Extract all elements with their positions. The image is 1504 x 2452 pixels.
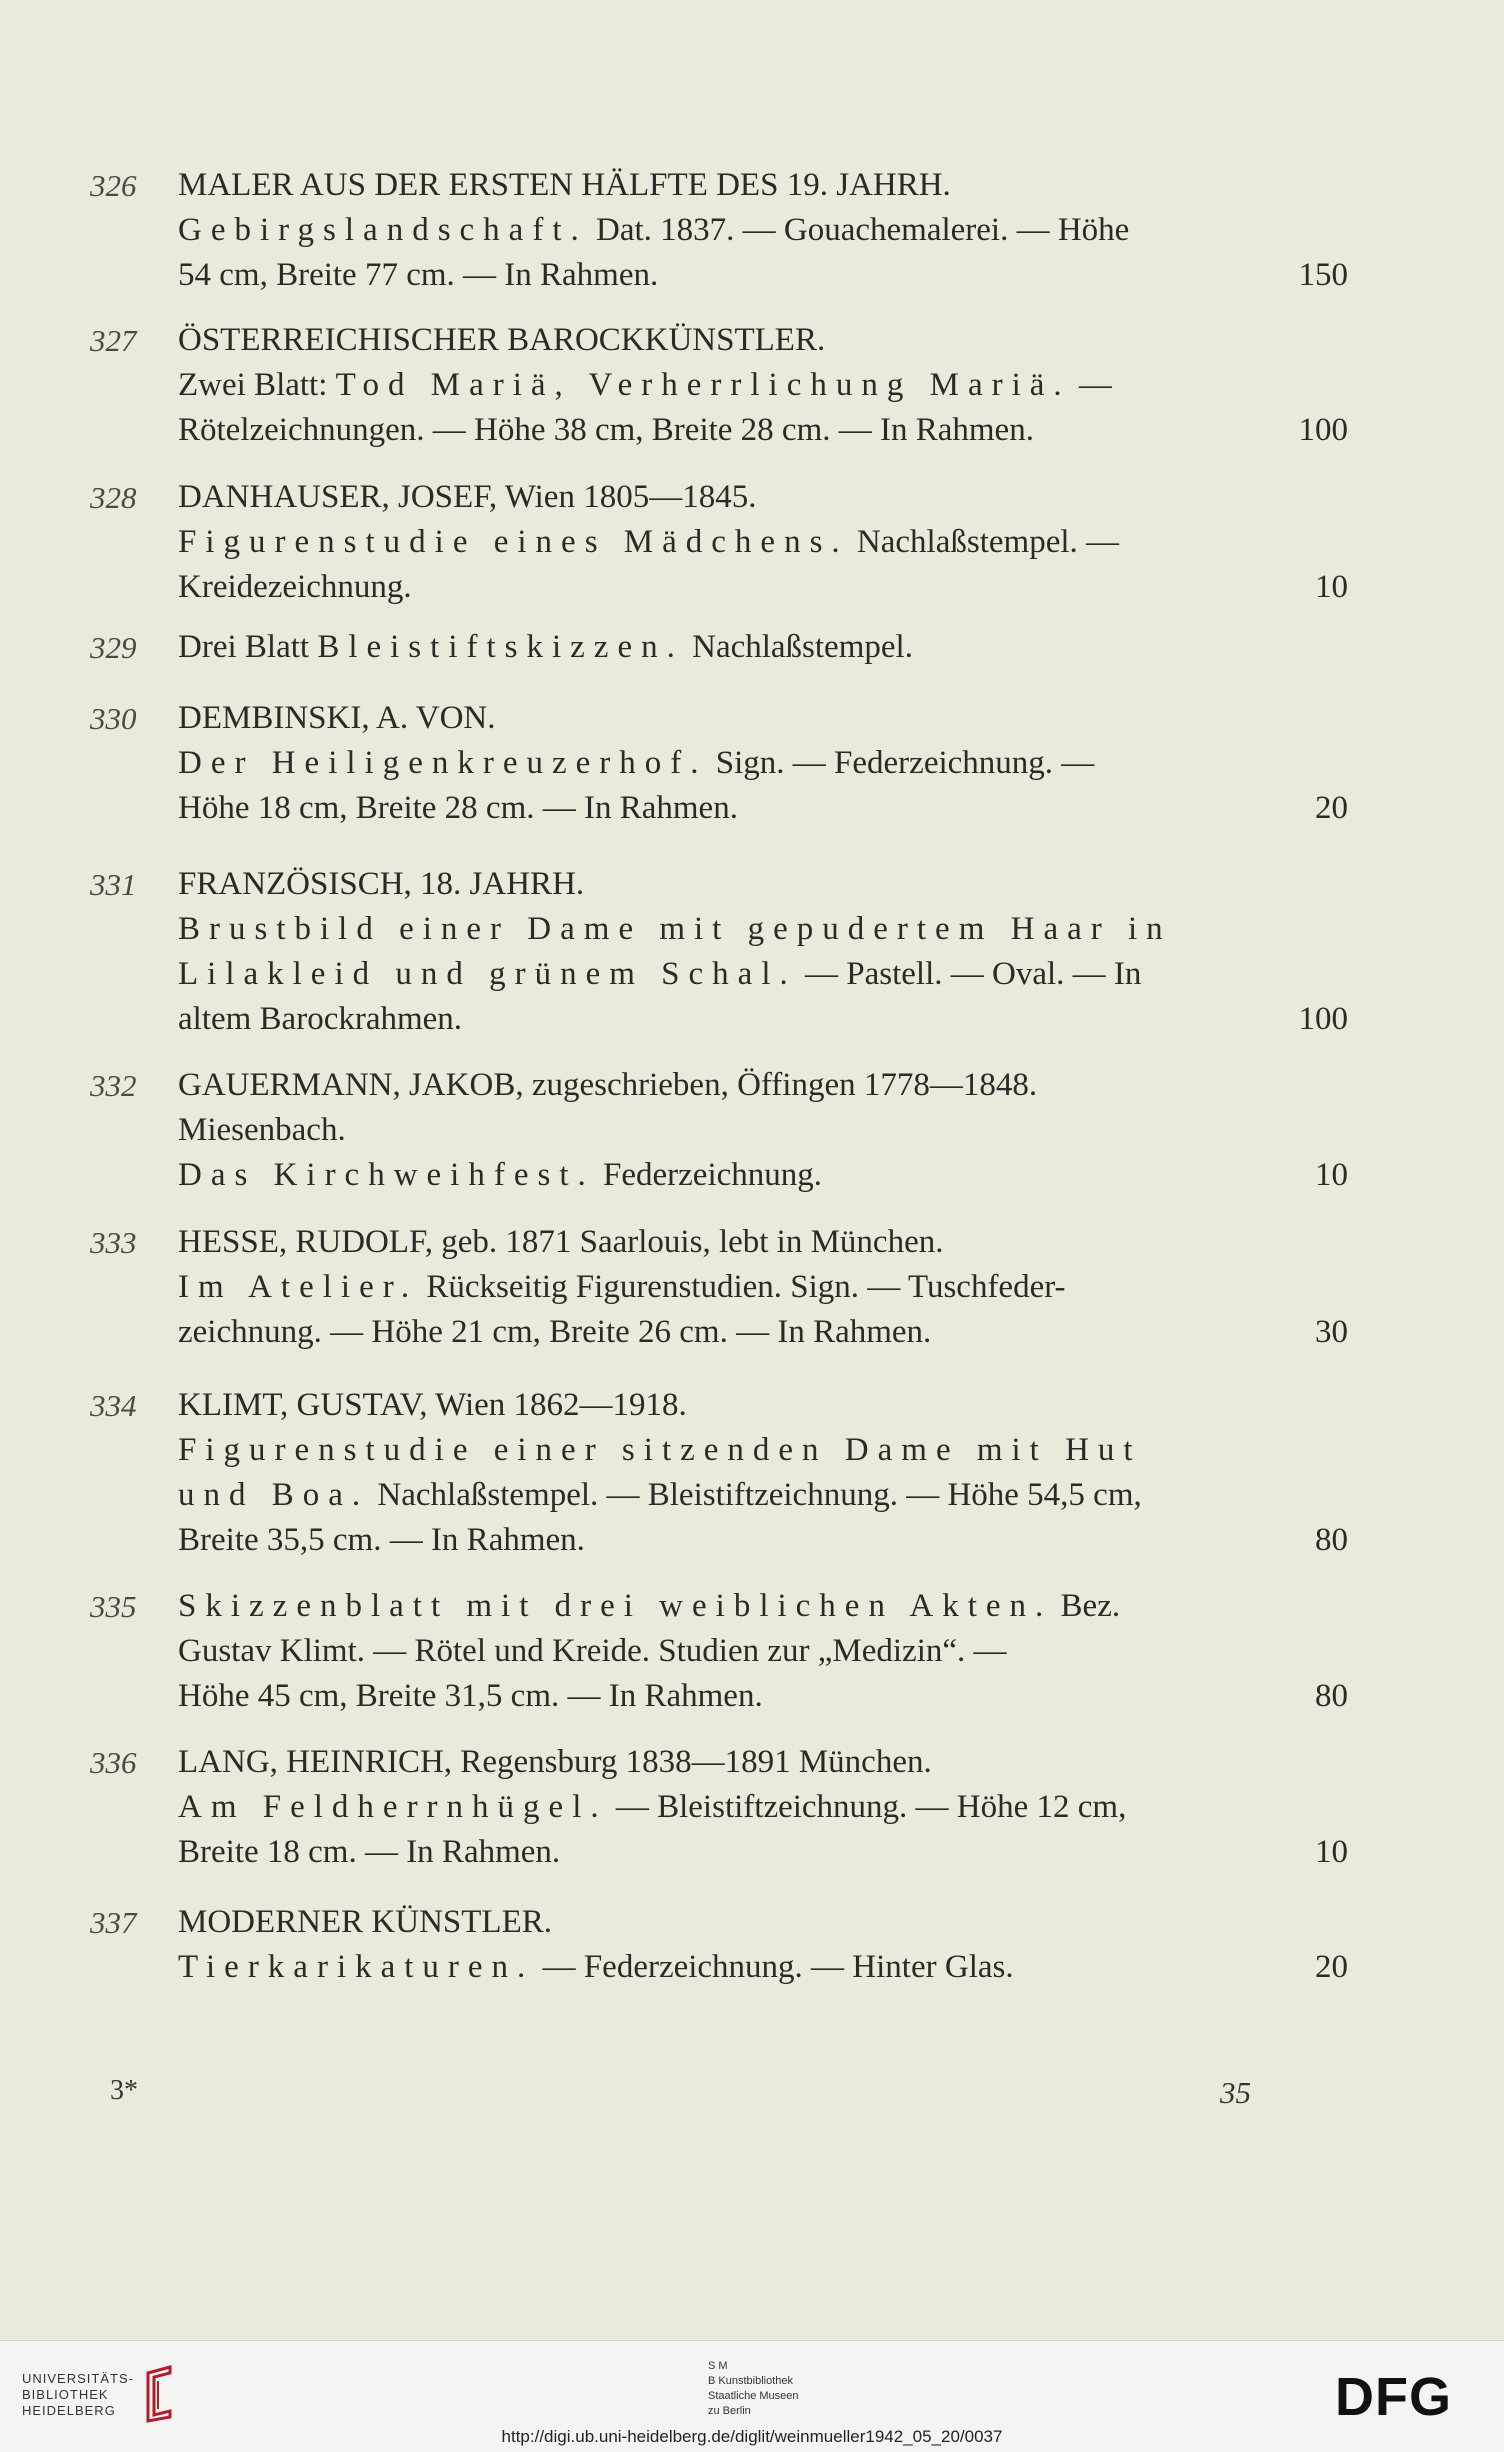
- lot-number: 327: [90, 323, 137, 358]
- plain-text: Höhe 18 cm, Breite 28 cm. — In Rahmen.: [178, 790, 738, 826]
- line-text: [178, 952, 1141, 997]
- plain-text: Nachlaßstempel. —: [848, 524, 1120, 560]
- plain-text: GAUERMANN, JAKOB, zugeschrieben, Öffingen 1778—1848.: [178, 1067, 1038, 1103]
- lot-number: 337: [90, 1905, 137, 1940]
- entry-body: [178, 1900, 1348, 1990]
- plain-text: DEMBINSKI, A. VON.: [178, 700, 496, 736]
- entry-line: [178, 625, 1348, 670]
- entry-line: [178, 253, 1348, 298]
- plain-text: ÖSTERREICHISCHER BAROCKKÜNSTLER.: [178, 322, 826, 358]
- line-text: [178, 408, 1034, 453]
- entry-line: [178, 408, 1348, 453]
- entry-body: [178, 696, 1348, 831]
- line-text: [178, 1674, 763, 1719]
- lot-number: 336: [90, 1745, 137, 1780]
- entry-line: [178, 1518, 1348, 1563]
- plain-text: LANG, HEINRICH, Regensburg 1838—1891 München.: [178, 1744, 932, 1780]
- line-text: [178, 997, 462, 1042]
- entry-line: [178, 997, 1348, 1042]
- line-text: [178, 565, 412, 610]
- entry-line: [178, 1383, 1348, 1428]
- line-text: [178, 1629, 1007, 1674]
- page-number: 35: [1220, 2075, 1251, 2110]
- plain-text: Zwei Blatt:: [178, 367, 336, 403]
- spaced-title: Lilakleid und grünem Schal.: [178, 956, 797, 992]
- line-text: [178, 163, 951, 208]
- uni-logo-line-3: HEIDELBERG: [22, 2403, 116, 2418]
- line-text: [178, 1383, 687, 1428]
- entry-line: [178, 163, 1348, 208]
- line-text: [178, 1153, 822, 1198]
- spaced-title: Figurenstudie eines Mädchens.: [178, 524, 849, 560]
- spaced-title: Brustbild einer Dame mit gepudertem Haar in: [178, 911, 1172, 947]
- entry-line: [178, 1830, 1348, 1875]
- plain-text: MALER AUS DER ERSTEN HÄLFTE DES 19. JAHRH.: [178, 167, 951, 203]
- plain-text: FRANZÖSISCH, 18. JAHRH.: [178, 866, 585, 902]
- line-text: [178, 1063, 1037, 1108]
- price: 10: [1315, 1157, 1348, 1193]
- entry-body: [178, 1383, 1348, 1563]
- digitization-footer: [0, 2340, 1504, 2452]
- plain-text: Drei Blatt: [178, 629, 318, 665]
- entry-line: [178, 862, 1348, 907]
- line-text: [178, 1310, 931, 1355]
- plain-text: Rückseitig Figurenstudien. Sign. — Tuschfeder-: [418, 1269, 1066, 1305]
- entry-line: [178, 1220, 1348, 1265]
- line-text: [178, 1220, 943, 1265]
- plain-text: altem Barockrahmen.: [178, 1001, 463, 1037]
- entry-body: [178, 625, 1348, 670]
- line-text: [178, 318, 825, 363]
- lot-number: 329: [90, 630, 137, 665]
- kb-line-2: B Kunstbibliothek: [708, 2375, 793, 2387]
- lot-number: 335: [90, 1589, 137, 1624]
- lot-number: 330: [90, 701, 137, 736]
- price: 10: [1315, 1834, 1348, 1870]
- price: 100: [1298, 1001, 1348, 1037]
- spaced-title: Bleistiftskizzen.: [317, 629, 684, 665]
- line-text: [178, 1830, 560, 1875]
- entry-line: [178, 1900, 1348, 1945]
- price: 20: [1315, 1949, 1348, 1985]
- entry-line: [178, 565, 1348, 610]
- spaced-title: und Boa.: [178, 1477, 370, 1513]
- entry-line: [178, 1473, 1348, 1518]
- lot-number: 334: [90, 1388, 137, 1423]
- entry-body: [178, 862, 1348, 1042]
- uni-logo-line-1: UNIVERSITÄTS-: [22, 2371, 134, 2386]
- university-mark-icon: [140, 2363, 180, 2423]
- spaced-title: Tierkarikaturen.: [178, 1949, 535, 1985]
- plain-text: DANHAUSER, JOSEF, Wien 1805—1845.: [178, 479, 757, 515]
- entry-line: [178, 1063, 1348, 1108]
- line-text: [178, 862, 584, 907]
- plain-text: — Pastell. — Oval. — In: [796, 956, 1142, 992]
- entry-line: [178, 786, 1348, 831]
- entry-line: [178, 696, 1348, 741]
- price: 20: [1315, 790, 1348, 826]
- plain-text: KLIMT, GUSTAV, Wien 1862—1918.: [178, 1387, 687, 1423]
- line-text: [178, 1584, 1120, 1629]
- plain-text: MODERNER KÜNSTLER.: [178, 1904, 553, 1940]
- uni-logo-line-2: BIBLIOTHEK: [22, 2387, 109, 2402]
- entry-line: [178, 363, 1348, 408]
- price: 10: [1315, 569, 1348, 605]
- lot-number: 332: [90, 1068, 137, 1103]
- entry-line: [178, 1265, 1348, 1310]
- plain-text: Bez.: [1052, 1588, 1121, 1624]
- entry-line: [178, 1740, 1348, 1785]
- line-text: [178, 1785, 1126, 1830]
- plain-text: Höhe 45 cm, Breite 31,5 cm. — In Rahmen.: [178, 1678, 763, 1714]
- entry-line: [178, 1945, 1348, 1990]
- line-text: [178, 907, 1172, 952]
- university-library-logo[interactable]: [22, 2371, 134, 2419]
- price: 80: [1315, 1522, 1348, 1558]
- lot-number: 331: [90, 867, 137, 902]
- lot-number: 326: [90, 168, 137, 203]
- entry-line: [178, 1153, 1348, 1198]
- plain-text: —: [1070, 367, 1112, 403]
- line-text: [178, 1428, 1142, 1473]
- plain-text: Federzeichnung.: [594, 1157, 823, 1193]
- entry-line: [178, 1785, 1348, 1830]
- spaced-title: Im Atelier.: [178, 1269, 419, 1305]
- price: 80: [1315, 1678, 1348, 1714]
- plain-text: — Bleistiftzeichnung. — Höhe 12 cm,: [607, 1789, 1127, 1825]
- line-text: [178, 208, 1129, 253]
- entry-line: [178, 475, 1348, 520]
- price: 30: [1315, 1314, 1348, 1350]
- line-text: [178, 741, 1094, 786]
- plain-text: Breite 35,5 cm. — In Rahmen.: [178, 1522, 585, 1558]
- price: 150: [1298, 257, 1348, 293]
- entry-line: [178, 208, 1348, 253]
- line-text: [178, 696, 496, 741]
- line-text: [178, 1108, 346, 1153]
- entry-line: [178, 1428, 1348, 1473]
- spaced-title: Skizzenblatt mit drei weiblichen Akten.: [178, 1588, 1053, 1624]
- line-text: [178, 520, 1119, 565]
- entry-body: [178, 163, 1348, 298]
- lot-number: 333: [90, 1225, 137, 1260]
- plain-text: Gustav Klimt. — Rötel und Kreide. Studien zur „Medizin“. —: [178, 1633, 1007, 1669]
- plain-text: Kreidezeichnung.: [178, 569, 412, 605]
- entry-body: [178, 1584, 1348, 1719]
- plain-text: Miesenbach.: [178, 1112, 346, 1148]
- plain-text: Nachlaßstempel.: [683, 629, 913, 665]
- entry-body: [178, 1740, 1348, 1875]
- plain-text: Nachlaßstempel. — Bleistiftzeichnung. — Höhe 54,5 cm,: [369, 1477, 1142, 1513]
- line-text: [178, 1518, 585, 1563]
- dfg-logo[interactable]: DFG: [1335, 2367, 1452, 2427]
- kb-line-1: S M: [708, 2360, 728, 2372]
- entry-line: [178, 741, 1348, 786]
- plain-text: Rötelzeichnungen. — Höhe 38 cm, Breite 28 cm. — In Rahmen.: [178, 412, 1034, 448]
- entry-line: [178, 1310, 1348, 1355]
- plain-text: 54 cm, Breite 77 cm. — In Rahmen.: [178, 257, 659, 293]
- plain-text: Breite 18 cm. — In Rahmen.: [178, 1834, 561, 1870]
- entry-line: [178, 1674, 1348, 1719]
- lot-number: 328: [90, 480, 137, 515]
- entry-line: [178, 1108, 1348, 1153]
- line-text: [178, 1945, 1014, 1990]
- spaced-title: Tod Mariä, Verherrlichung Mariä.: [335, 367, 1071, 403]
- line-text: [178, 1473, 1142, 1518]
- entry-body: [178, 318, 1348, 453]
- entry-line: [178, 907, 1348, 952]
- kb-line-4: zu Berlin: [708, 2405, 751, 2417]
- entry-line: [178, 952, 1348, 997]
- entry-body: [178, 1063, 1348, 1198]
- line-text: [178, 475, 756, 520]
- plain-text: Dat. 1837. — Gouachemalerei. — Höhe: [587, 212, 1130, 248]
- entry-line: [178, 318, 1348, 363]
- kunstbibliothek-logo[interactable]: [708, 2359, 799, 2419]
- entry-line: [178, 1584, 1348, 1629]
- spaced-title: Figurenstudie einer sitzenden Dame mit Hut: [178, 1432, 1142, 1468]
- spaced-title: Gebirgslandschaft.: [178, 212, 588, 248]
- line-text: [178, 786, 738, 831]
- kb-line-3: Staatliche Museen: [708, 2390, 799, 2402]
- spaced-title: Am Feldherrnhügel.: [178, 1789, 608, 1825]
- entry-line: [178, 1629, 1348, 1674]
- line-text: [178, 363, 1112, 408]
- line-text: [178, 1740, 932, 1785]
- entry-body: [178, 1220, 1348, 1355]
- price: 100: [1298, 412, 1348, 448]
- line-text: [178, 625, 913, 670]
- plain-text: zeichnung. — Höhe 21 cm, Breite 26 cm. — In Rahmen.: [178, 1314, 932, 1350]
- plain-text: — Federzeichnung. — Hinter Glas.: [534, 1949, 1014, 1985]
- plain-text: Sign. — Federzeichnung. —: [707, 745, 1095, 781]
- spaced-title: Der Heiligenkreuzerhof.: [178, 745, 708, 781]
- signature-mark: 3*: [110, 2075, 138, 2106]
- line-text: [178, 1900, 552, 1945]
- line-text: [178, 1265, 1066, 1310]
- source-url[interactable]: http://digi.ub.uni-heidelberg.de/diglit/weinmueller1942_05_20/0037: [501, 2427, 1003, 2446]
- line-text: [178, 253, 658, 298]
- entry-line: [178, 520, 1348, 565]
- entry-body: [178, 475, 1348, 610]
- spaced-title: Das Kirchweihfest.: [178, 1157, 595, 1193]
- plain-text: HESSE, RUDOLF, geb. 1871 Saarlouis, lebt in München.: [178, 1224, 944, 1260]
